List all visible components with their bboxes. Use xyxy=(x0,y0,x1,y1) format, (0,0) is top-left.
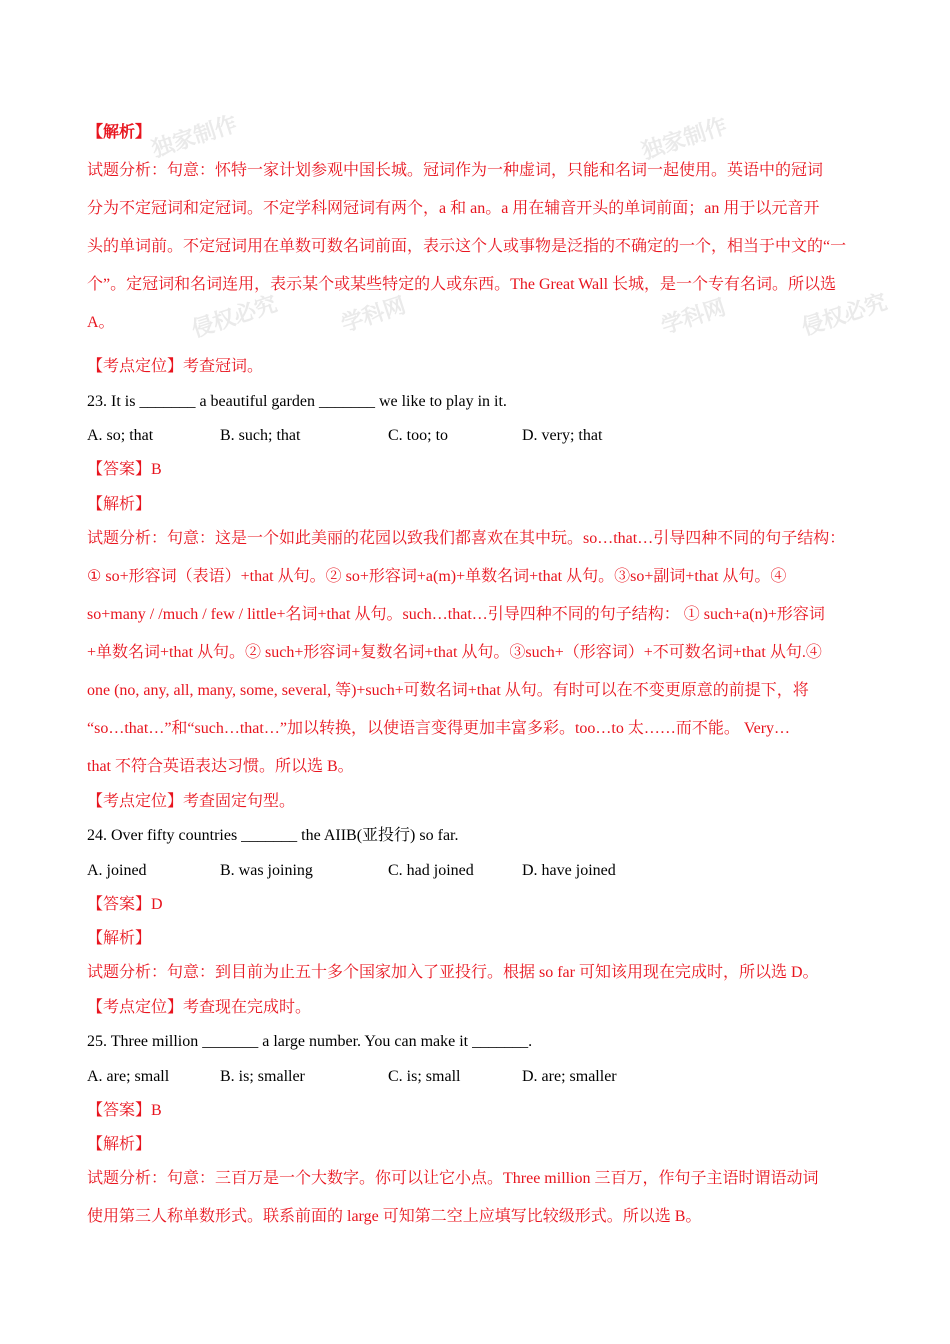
watermark: 独家制作 xyxy=(638,113,731,165)
analysis-label: 【解析】 xyxy=(87,930,152,947)
analysis-line: A。 xyxy=(87,314,115,331)
analysis-label: 【解析】 xyxy=(87,124,152,141)
option-d: D. have joined xyxy=(522,862,616,879)
answer-value: B xyxy=(151,1102,162,1119)
analysis-line: so+many / /much / few / little+名词+that 从句。such…that…引导四种不同的句子结构： ① such+a(n)+形容词 xyxy=(87,606,825,623)
watermark: 独家制作 xyxy=(148,111,241,163)
option-c: C. too; to xyxy=(388,427,449,444)
analysis-line: +单数名词+that 从句。② such+形容词+复数名词+that 从句。③such+（形容词）+不可数名词+that 从句.④ xyxy=(87,644,822,661)
answer-row xyxy=(87,1101,162,1121)
analysis-line: one (no, any, all, many, some, several, 等)+such+可数名词+that 从句。有时可以在不变更原意的前提下，将 xyxy=(87,682,809,699)
analysis-label: 【解析】 xyxy=(87,1136,152,1153)
point-text: 考查现在完成时。 xyxy=(183,999,312,1016)
point-label: 【考点定位】 xyxy=(87,358,184,375)
option-c: C. is; small xyxy=(388,1068,461,1085)
analysis-line: 试题分析：句意：三百万是一个大数字。你可以让它小点。Three million 三百万，作句子主语时谓语动词 xyxy=(87,1170,819,1187)
point-text: 考查固定句型。 xyxy=(183,793,296,810)
answer-label: 【答案】 xyxy=(87,461,152,478)
point-label: 【考点定位】 xyxy=(87,999,184,1016)
watermark: 侵权必究 xyxy=(188,291,281,343)
option-a: A. so; that xyxy=(87,427,154,444)
question-stem: 23. It is _______ a beautiful garden _______ we like to play in it. xyxy=(87,393,507,410)
analysis-line: 使用第三人称单数形式。联系前面的 large 可知第二空上应填写比较级形式。所以选 B。 xyxy=(87,1208,702,1225)
option-a: A. are; small xyxy=(87,1068,170,1085)
analysis-label: 【解析】 xyxy=(87,496,152,513)
question-stem: 24. Over fifty countries _______ the AIIB(亚投行) so far. xyxy=(87,827,459,844)
option-b: B. such; that xyxy=(220,427,301,444)
analysis-line: 试题分析：句意：到目前为止五十多个国家加入了亚投行。根据 so far 可知该用现在完成时，所以选 D。 xyxy=(87,964,819,981)
option-a: A. joined xyxy=(87,862,147,879)
point-label: 【考点定位】 xyxy=(87,793,184,810)
answer-value: D xyxy=(151,896,163,913)
analysis-line: 试题分析：句意：怀特一家计划参观中国长城。冠词作为一种虚词，只能和名词一起使用。英语中的冠词 xyxy=(87,162,824,179)
answer-label: 【答案】 xyxy=(87,1102,152,1119)
question-stem: 25. Three million _______ a large number. You can make it _______. xyxy=(87,1033,533,1050)
analysis-line: 个”。定冠词和名词连用，表示某个或某些特定的人或东西。The Great Wall 长城，是一个专有名词。所以选 xyxy=(87,276,837,293)
analysis-line: 头的单词前。不定冠词用在单数可数名词前面，表示这个人或事物是泛指的不确定的一个，相当于中文的“一 xyxy=(87,238,847,255)
watermark: 侵权必究 xyxy=(798,289,891,341)
analysis-line: 试题分析：句意：这是一个如此美丽的花园以致我们都喜欢在其中玩。so…that…引导四种不同的句子结构： xyxy=(87,530,846,547)
watermark: 学科网 xyxy=(338,293,409,338)
point-row xyxy=(87,998,311,1018)
watermark: 学科网 xyxy=(658,295,729,340)
analysis-line: that 不符合英语表达习惯。所以选 B。 xyxy=(87,758,354,775)
option-d: D. are; smaller xyxy=(522,1068,617,1085)
option-b: B. was joining xyxy=(220,862,313,879)
analysis-line: ① so+形容词（表语）+that 从句。② so+形容词+a(m)+单数名词+that 从句。③so+副词+that 从句。④ xyxy=(87,568,787,585)
answer-label: 【答案】 xyxy=(87,896,152,913)
option-b: B. is; smaller xyxy=(220,1068,305,1085)
answer-value: B xyxy=(151,461,162,478)
answer-row xyxy=(87,460,162,480)
point-row xyxy=(87,792,295,812)
option-c: C. had joined xyxy=(388,862,474,879)
analysis-line: 分为不定冠词和定冠词。不定学科网冠词有两个，a 和 an。a 用在辅音开头的单词前面；an 用于以元音开 xyxy=(87,200,820,217)
option-d: D. very; that xyxy=(522,427,603,444)
answer-row xyxy=(87,895,163,915)
analysis-line: “so…that…”和“such…that…”加以转换，以使语言变得更加丰富多彩。too…to 太……而不能。 Very… xyxy=(87,720,791,737)
point-text: 考查冠词。 xyxy=(183,358,264,375)
point-row xyxy=(87,357,263,377)
